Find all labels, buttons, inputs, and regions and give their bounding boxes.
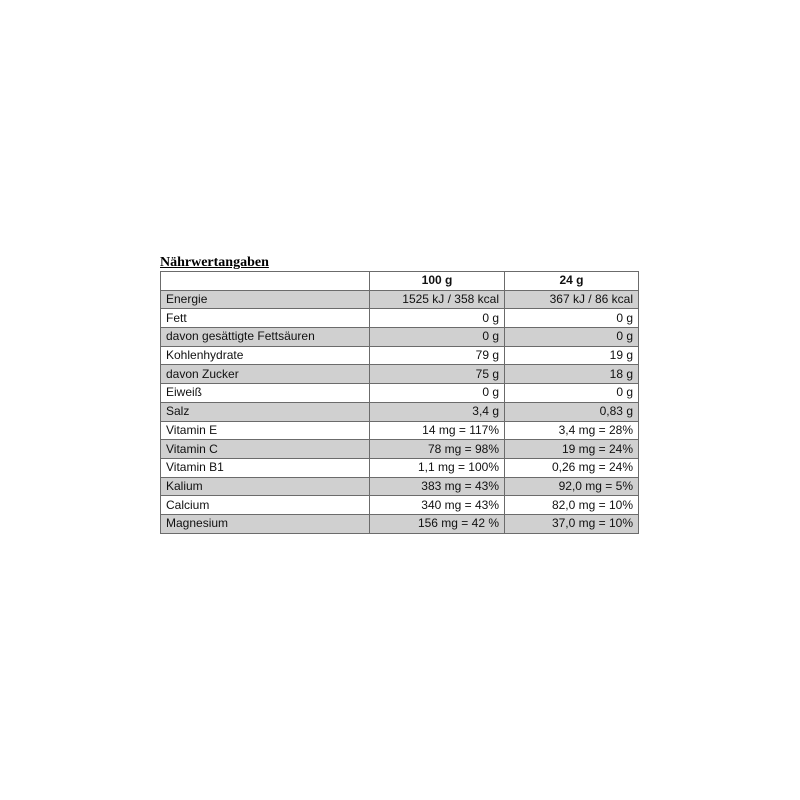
value-100g-cell: 1,1 mg = 100% (370, 458, 505, 477)
table-row (161, 290, 639, 309)
value-24g-cell: 19 g (505, 346, 639, 365)
value-24g-cell: 0 g (505, 384, 639, 403)
column-header-nutrient (161, 272, 370, 291)
value-100g-cell: 383 mg = 43% (370, 477, 505, 496)
value-24g-cell: 367 kJ / 86 kcal (505, 290, 639, 309)
column-header-100g: 100 g (370, 272, 505, 291)
table-row (161, 384, 639, 403)
value-24g-cell: 0,26 mg = 24% (505, 458, 639, 477)
nutrition-title: Nährwertangaben (160, 255, 269, 270)
nutrient-name-cell: Fett (161, 309, 370, 328)
nutrient-name-cell: Vitamin E (161, 421, 370, 440)
nutrient-name-cell: Eiweiß (161, 384, 370, 403)
value-100g-cell: 156 mg = 42 % (370, 514, 505, 533)
table-row (161, 328, 639, 347)
table-row (161, 309, 639, 328)
table-row (161, 440, 639, 459)
value-24g-cell: 0 g (505, 309, 639, 328)
value-100g-cell: 0 g (370, 328, 505, 347)
value-100g-cell: 0 g (370, 309, 505, 328)
value-24g-cell: 3,4 mg = 28% (505, 421, 639, 440)
value-100g-cell: 1525 kJ / 358 kcal (370, 290, 505, 309)
nutrient-name-cell: Salz (161, 402, 370, 421)
table-row (161, 514, 639, 533)
nutrition-table (160, 271, 639, 534)
value-100g-cell: 0 g (370, 384, 505, 403)
nutrient-name-cell: davon gesättigte Fettsäuren (161, 328, 370, 347)
nutrient-name-cell: Vitamin C (161, 440, 370, 459)
value-24g-cell: 92,0 mg = 5% (505, 477, 639, 496)
value-24g-cell: 0 g (505, 328, 639, 347)
value-100g-cell: 79 g (370, 346, 505, 365)
value-100g-cell: 14 mg = 117% (370, 421, 505, 440)
table-row (161, 477, 639, 496)
value-24g-cell: 18 g (505, 365, 639, 384)
nutrient-name-cell: Calcium (161, 496, 370, 515)
table-header-row (161, 272, 639, 291)
value-100g-cell: 75 g (370, 365, 505, 384)
nutrition-panel (160, 254, 638, 534)
table-row (161, 496, 639, 515)
table-row (161, 346, 639, 365)
value-100g-cell: 340 mg = 43% (370, 496, 505, 515)
nutrient-name-cell: Energie (161, 290, 370, 309)
table-body (161, 290, 639, 533)
table-row (161, 402, 639, 421)
nutrient-name-cell: Vitamin B1 (161, 458, 370, 477)
value-24g-cell: 0,83 g (505, 402, 639, 421)
nutrient-name-cell: Kalium (161, 477, 370, 496)
value-100g-cell: 3,4 g (370, 402, 505, 421)
table-row (161, 421, 639, 440)
value-24g-cell: 82,0 mg = 10% (505, 496, 639, 515)
nutrient-name-cell: davon Zucker (161, 365, 370, 384)
value-24g-cell: 37,0 mg = 10% (505, 514, 639, 533)
nutrient-name-cell: Magnesium (161, 514, 370, 533)
column-header-24g: 24 g (505, 272, 639, 291)
table-row (161, 458, 639, 477)
nutrient-name-cell: Kohlenhydrate (161, 346, 370, 365)
table-row (161, 365, 639, 384)
value-100g-cell: 78 mg = 98% (370, 440, 505, 459)
value-24g-cell: 19 mg = 24% (505, 440, 639, 459)
